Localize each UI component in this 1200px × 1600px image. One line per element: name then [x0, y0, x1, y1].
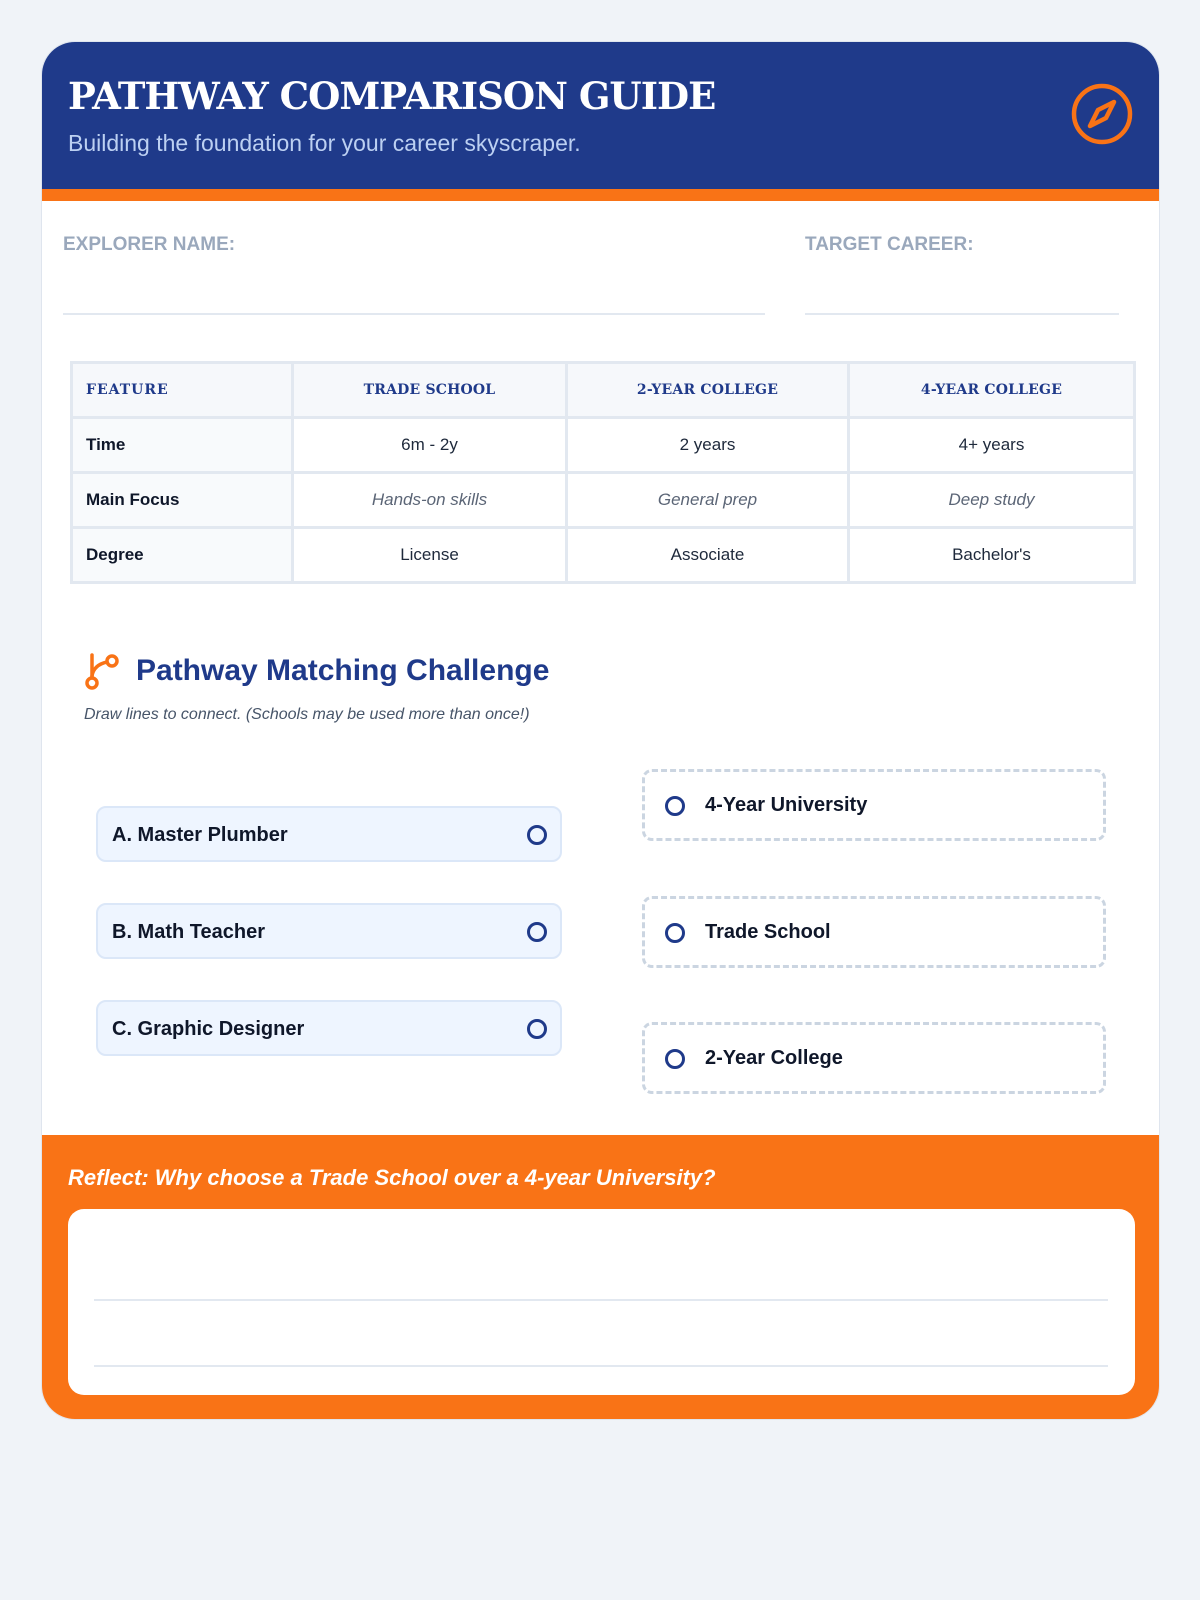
table-cell: 4+ years — [849, 418, 1135, 473]
explorer-name-field[interactable] — [63, 313, 765, 315]
reflect-answer-area[interactable] — [68, 1209, 1135, 1395]
school-label: 4-Year University — [705, 794, 868, 816]
section-instructions: Draw lines to connect. (Schools may be used more than once!) — [84, 706, 530, 723]
connector-dot[interactable] — [665, 923, 685, 943]
reflect-section — [42, 1135, 1159, 1420]
connector-dot[interactable] — [527, 922, 547, 942]
career-card-a[interactable] — [96, 806, 562, 862]
connector-dot[interactable] — [665, 1049, 685, 1069]
connector-dot[interactable] — [527, 1019, 547, 1039]
table-header: 4-YEAR COLLEGE — [849, 363, 1135, 418]
connector-dot[interactable] — [665, 796, 685, 816]
row-label: Main Focus — [72, 473, 293, 528]
connector-dot[interactable] — [527, 825, 547, 845]
school-card-trade[interactable] — [642, 896, 1106, 968]
table-cell: 2 years — [567, 418, 849, 473]
table-cell: Deep study — [849, 473, 1135, 528]
writing-line — [94, 1299, 1108, 1301]
header-banner — [42, 42, 1159, 189]
worksheet-card — [41, 41, 1160, 1420]
target-career-label: TARGET CAREER: — [805, 234, 974, 255]
page-subtitle: Building the foundation for your career skyscraper. — [68, 130, 581, 156]
header-accent-stripe — [42, 189, 1159, 201]
table-row — [72, 418, 1135, 473]
reflect-question: Reflect: Why choose a Trade School over a 4-year University? — [68, 1165, 716, 1190]
table-cell: 6m - 2y — [293, 418, 567, 473]
compass-icon — [1070, 82, 1134, 146]
table-row — [72, 473, 1135, 528]
school-label: Trade School — [705, 921, 831, 943]
writing-line — [94, 1365, 1108, 1367]
row-label: Degree — [72, 528, 293, 583]
career-label: B. Math Teacher — [112, 921, 265, 943]
table-cell: License — [293, 528, 567, 583]
row-label: Time — [72, 418, 293, 473]
table-header-row — [72, 363, 1135, 418]
career-label: A. Master Plumber — [112, 824, 288, 846]
page-title: PATHWAY COMPARISON GUIDE — [68, 74, 716, 118]
branch-icon — [82, 652, 120, 692]
table-row — [72, 528, 1135, 583]
table-cell: Hands-on skills — [293, 473, 567, 528]
explorer-name-label: EXPLORER NAME: — [63, 234, 236, 255]
career-card-b[interactable] — [96, 903, 562, 959]
table-header: FEATURE — [72, 363, 293, 418]
table-header: 2-YEAR COLLEGE — [567, 363, 849, 418]
career-label: C. Graphic Designer — [112, 1018, 305, 1040]
comparison-table — [70, 361, 1136, 584]
school-card-university[interactable] — [642, 769, 1106, 841]
school-card-college[interactable] — [642, 1022, 1106, 1094]
target-career-field[interactable] — [805, 313, 1119, 315]
school-label: 2-Year College — [705, 1047, 843, 1069]
career-card-c[interactable] — [96, 1000, 562, 1056]
table-header: TRADE SCHOOL — [293, 363, 567, 418]
table-cell: General prep — [567, 473, 849, 528]
section-title: Pathway Matching Challenge — [136, 654, 550, 687]
table-cell: Associate — [567, 528, 849, 583]
table-cell: Bachelor's — [849, 528, 1135, 583]
